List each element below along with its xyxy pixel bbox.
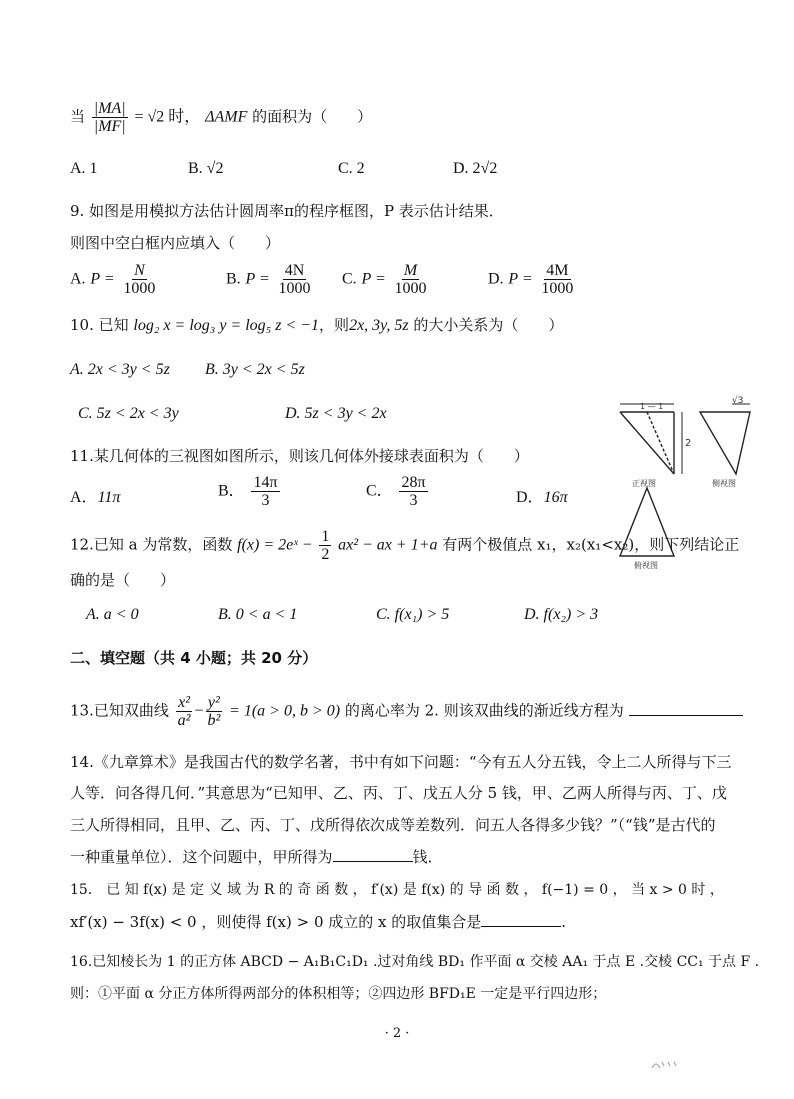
q9-option-b: B. P = $\frac{4N}{1000}$ — [226, 262, 311, 297]
watermark-icon — [650, 1058, 680, 1076]
q10-option-d: D. 5z < 3y < 2x — [285, 405, 387, 422]
top-view-label: 俯视图 — [634, 561, 658, 570]
q9-option-a: A. P = $\frac{N}{1000}$ — [70, 262, 156, 297]
q9-option-c: C. P = $\frac{M}{1000}$ — [342, 262, 427, 297]
q10-option-b: B. 3y < 2x < 5z — [205, 361, 305, 378]
q10-stem: 10. 已知 log₂ x = log₃ y = log₅ z < −1，则2x, 3y, 5z 的大小关系为（ ） — [70, 316, 564, 334]
q16-line2: 则：①平面 α 分正方体所得两部分的体积相等；②四边形 BFD₁E 一定是平行四边形； — [70, 986, 607, 1002]
q13-answer-blank[interactable] — [629, 715, 743, 716]
q15-answer-blank[interactable] — [481, 926, 561, 927]
page-number: · 2 · — [384, 1026, 410, 1041]
dim-sqrt-label: √3 — [732, 396, 744, 406]
q12-stem-line2: 确的是（ ） — [70, 571, 176, 589]
q11-option-d: D．16π — [516, 489, 568, 506]
q12-option-d: D. f(x₂) > 3 — [524, 606, 599, 623]
q11-option-b: B． $\frac{14\pi}{3}$ — [218, 474, 278, 509]
q15-line1: 15． 已 知 f(x) 是 定 义 域 为 R 的 奇 函 数 ， f′(x) 是 f(x) 的 导 函 数 ， f(−1) = 0 ， 当 x > 0 时 ， — [70, 882, 724, 898]
q10-option-c: C. 5z < 2x < 3y — [78, 405, 179, 422]
q9-option-d: D. P = $\frac{4M}{1000}$ — [488, 262, 574, 297]
q10-option-a: A. 2x < 3y < 5z — [70, 361, 170, 378]
q12-option-b: B. 0 < a < 1 — [218, 606, 298, 623]
q8-option-d: D. 2√2 — [453, 160, 498, 177]
front-view-label: 正视图 — [632, 479, 656, 488]
q9-stem-line2: 则图中空白框内应填入（ ） — [70, 234, 281, 252]
q12-option-c: C. f(x₁) > 5 — [376, 606, 450, 623]
section-title: 二、填空题（共 4 小题；共 20 分） — [70, 649, 318, 667]
q11-option-c: C． $\frac{28\pi}{3}$ — [366, 474, 426, 509]
q11-stem: 11.某几何体的三视图如图所示，则该几何体外接球表面积为（ ） — [70, 447, 529, 465]
q8-option-c: C. 2 — [338, 160, 365, 177]
side-view — [700, 404, 750, 474]
q8-option-b: B. √2 — [188, 160, 224, 177]
q13-stem: 13.已知双曲线 $\frac{\text{x²}}{\text{a²}}$ − $\frac{\text{y²}}{\text{b²}}$ = 1(a > 0, b > 0) 的离心率为 2. 则该双曲线的渐近线方程为 — [70, 694, 743, 729]
q16-line1: 16.已知棱长为 1 的正方体 ABCD − A₁B₁C₁D₁ .过对角线 BD₁ 作平面 α 交棱 AA₁ 于点 E .交棱 CC₁ 于点 F . — [70, 954, 760, 970]
q15-line2: xf′(x) − 3f(x) < 0 ，则使得 f(x) > 0 成立的 x 的取值集合是 . — [70, 913, 567, 931]
dim-side-label: 2 — [685, 438, 692, 449]
q8-stem: 当 $\frac{|MA|}{|MF|}$ = √2 时， ΔAMF 的面积为（ ） — [70, 100, 373, 135]
q14-line1: 14.《九章算术》是我国古代的数学名著，书中有如下问题：“今有五人分五钱，令上二人所得与下三 — [70, 753, 732, 771]
q11-option-a: A．11π — [70, 489, 121, 506]
q14-line2: 人等．问各得几何．”其意思为“已知甲、乙、丙、丁、戊五人分 5 钱，甲、乙两人所得与丙、丁、戊 — [70, 784, 727, 802]
side-view-label: 侧视图 — [712, 479, 736, 488]
q14-answer-blank[interactable] — [333, 861, 413, 862]
q14-line3: 三人所得相同，且甲、乙、丙、丁、戊所得依次成等差数列．问五人各得多少钱？”（“钱”是古代的 — [70, 816, 716, 834]
q12-stem: 12.已知 a 为常数，函数 f(x) = 2eˣ − $\frac{1}{2}$ ax² − ax + 1+a 有两个极值点 x₁，x₂(x₁<x₂)，则下列结论正 — [70, 528, 740, 563]
q8-option-a: A. 1 — [70, 160, 98, 177]
q14-line4: 一种重量单位）．这个问题中，甲所得为 钱． — [70, 848, 443, 866]
q12-option-a: A. a < 0 — [86, 606, 139, 623]
q8-fraction: $\frac{|MA|}{|MF|}$ — [93, 100, 126, 135]
front-view — [620, 404, 682, 474]
dim-top-label: 1 — 1 — [640, 402, 664, 411]
q9-stem-line1: 9. 如图是用模拟方法估计圆周率π的程序框图，P 表示估计结果． — [70, 202, 504, 220]
